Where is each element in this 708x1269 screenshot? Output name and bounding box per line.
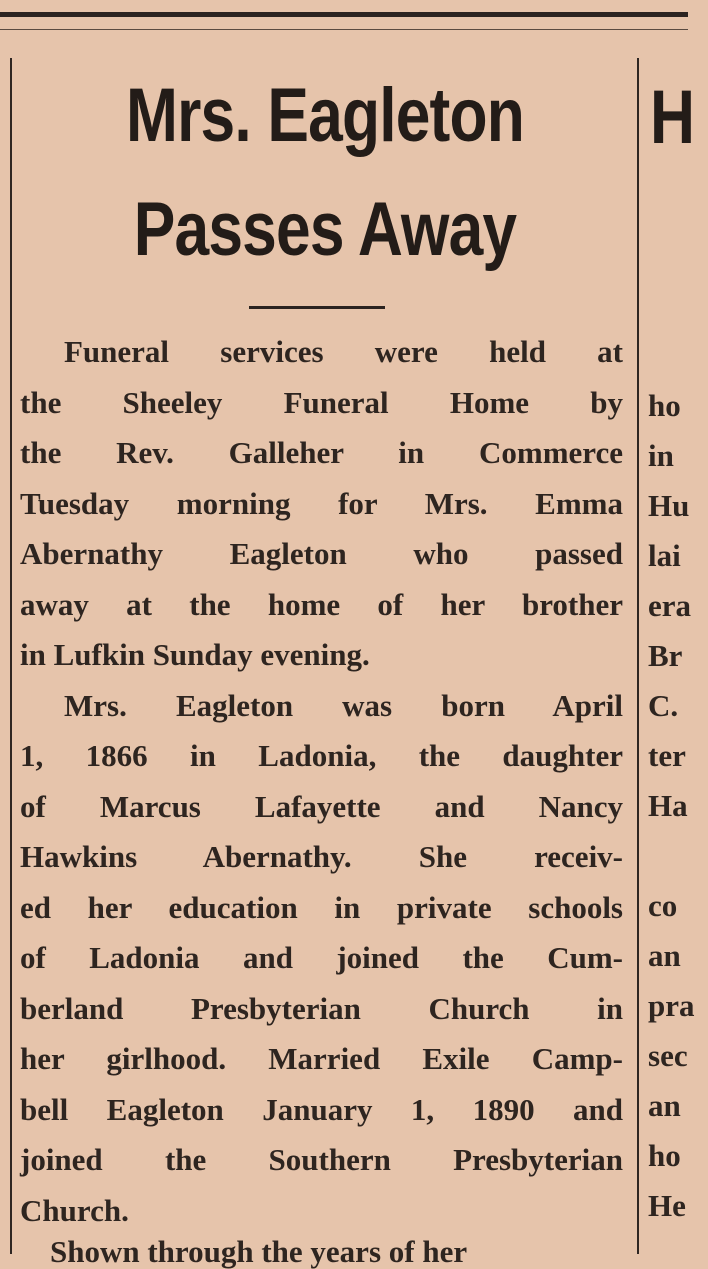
adjacent-column-fragment: Ha bbox=[648, 788, 688, 823]
adjacent-column-fragment: an bbox=[648, 1088, 681, 1123]
article-line: bell Eagleton January 1, 1890 and bbox=[20, 1091, 623, 1127]
adjacent-column-fragment: C. bbox=[648, 688, 679, 723]
masthead-rule bbox=[0, 12, 688, 17]
article-line: Tuesday morning for Mrs. Emma bbox=[20, 485, 623, 521]
article-line: 1, 1866 in Ladonia, the daughter bbox=[20, 738, 623, 773]
article-line: the Sheeley Funeral Home by bbox=[20, 384, 623, 420]
adjacent-column-fragment: ho bbox=[648, 1138, 681, 1173]
adjacent-headline-fragment: H bbox=[650, 75, 696, 160]
article-line: her girlhood. Married Exile Camp- bbox=[20, 1041, 623, 1076]
adjacent-column-fragment: lai bbox=[648, 538, 681, 573]
article-line: Abernathy Eagleton who passed bbox=[20, 536, 623, 571]
article-line: berland Presbyterian Church in bbox=[20, 990, 623, 1026]
article-line: of Marcus Lafayette and Nancy bbox=[20, 788, 623, 824]
adjacent-column-fragment: He bbox=[648, 1188, 686, 1223]
article-line: the Rev. Galleher in Commerce bbox=[20, 435, 623, 470]
masthead-thin-rule bbox=[0, 29, 688, 30]
adjacent-column-fragment: ter bbox=[648, 738, 686, 773]
adjacent-column-fragment: co bbox=[648, 888, 678, 923]
article-line: Funeral services were held at bbox=[64, 334, 623, 369]
column-rule-middle bbox=[637, 58, 639, 1254]
headline-divider bbox=[249, 306, 385, 309]
adjacent-column-fragment: in bbox=[648, 438, 674, 473]
article-body bbox=[20, 327, 623, 1236]
article-line: ed her education in private schools bbox=[20, 889, 623, 925]
adjacent-column-fragment: sec bbox=[648, 1038, 688, 1073]
article-line: Hawkins Abernathy. She receiv- bbox=[20, 839, 623, 874]
headline-line-2: Passes Away bbox=[133, 187, 517, 272]
adjacent-column-fragment: Br bbox=[648, 638, 683, 673]
article-line: of Ladonia and joined the Cum- bbox=[20, 940, 623, 975]
article-line: Mrs. Eagleton was born April bbox=[64, 687, 623, 723]
article-line: Church. bbox=[20, 1192, 129, 1228]
adjacent-column-fragment: Hu bbox=[648, 488, 690, 523]
article-line: in Lufkin Sunday evening. bbox=[20, 637, 370, 672]
article-line: away at the home of her brother bbox=[20, 586, 623, 622]
adjacent-column-fragment: era bbox=[648, 588, 692, 623]
adjacent-column-fragment: pra bbox=[648, 988, 695, 1023]
adjacent-column-fragment: an bbox=[648, 938, 681, 973]
article-line: joined the Southern Presbyterian bbox=[20, 1142, 623, 1177]
headline-line-1: Mrs. Eagleton bbox=[126, 73, 524, 158]
column-rule-left bbox=[10, 58, 12, 1254]
article-continuation-fragment: Shown through the years of her bbox=[50, 1234, 468, 1269]
adjacent-column-fragment: ho bbox=[648, 388, 681, 423]
